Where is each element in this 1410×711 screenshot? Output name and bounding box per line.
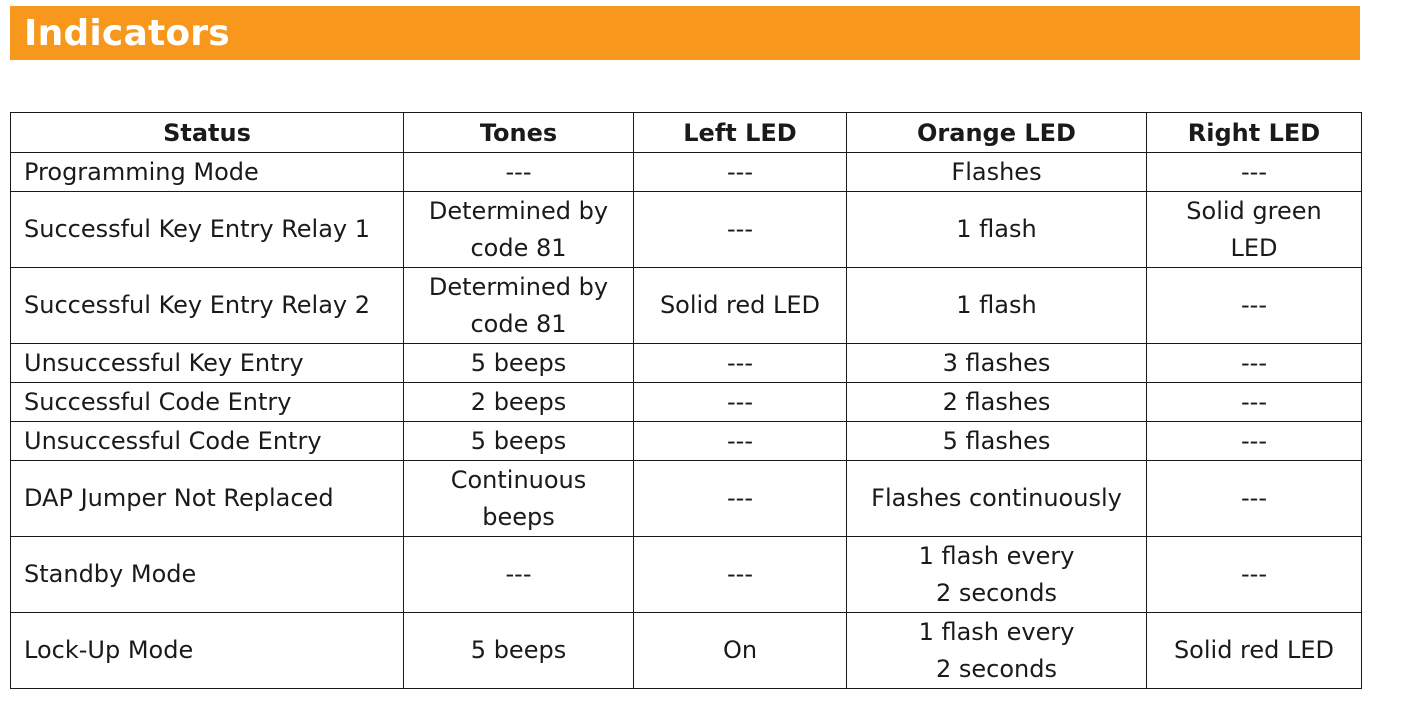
cell-line: On (722, 636, 758, 664)
table-row (11, 422, 1362, 461)
status-cell: Successful Key Entry Relay 2 (11, 268, 404, 344)
orange-led-cell (847, 461, 1147, 537)
tones-cell (404, 153, 634, 192)
tones-cell (404, 268, 634, 344)
cell-line: beeps (482, 502, 555, 531)
orange-led-cell (847, 422, 1147, 461)
orange-led-cell (847, 153, 1147, 192)
left-led-cell (634, 268, 847, 344)
cell-line: Flashes continuously (871, 484, 1122, 512)
right-led-cell (1147, 268, 1362, 344)
cell-line: --- (505, 157, 532, 186)
status-cell: DAP Jumper Not Replaced (11, 461, 404, 537)
table-header-row (11, 113, 1362, 153)
table-row (11, 192, 1362, 268)
status-cell: Lock-Up Mode (11, 613, 404, 689)
cell-line: LED (1230, 233, 1278, 262)
orange-led-cell (847, 344, 1147, 383)
cell-line: 5 beeps (470, 636, 567, 664)
table-row (11, 537, 1362, 613)
tones-cell (404, 383, 634, 422)
tones-cell (404, 461, 634, 537)
right-led-cell (1147, 344, 1362, 383)
cell-line: --- (1241, 291, 1267, 319)
orange-led-cell (847, 268, 1147, 344)
cell-line: Solid red LED (1173, 636, 1335, 664)
orange-led-cell (847, 192, 1147, 268)
cell-line: Continuous (450, 465, 587, 494)
cell-line: Solid green (1186, 196, 1322, 225)
cell-line: Determined by (428, 196, 609, 225)
column-header-left-led: Left LED (634, 113, 847, 153)
left-led-cell (634, 461, 847, 537)
cell-line: --- (1241, 387, 1267, 416)
left-led-cell (634, 537, 847, 613)
tones-cell (404, 344, 634, 383)
table-row (11, 383, 1362, 422)
right-led-cell (1147, 537, 1362, 613)
cell-line: Solid red LED (659, 291, 821, 319)
cell-line: 5 beeps (470, 348, 567, 377)
tones-cell (404, 613, 634, 689)
column-header-orange-led: Orange LED (847, 113, 1147, 153)
cell-line: --- (727, 484, 753, 512)
cell-line: 2 flashes (942, 387, 1051, 416)
status-cell: Standby Mode (11, 537, 404, 613)
cell-line: --- (1241, 157, 1267, 186)
cell-line: 5 flashes (942, 426, 1051, 455)
table-row (11, 613, 1362, 689)
column-header-right-led: Right LED (1147, 113, 1362, 153)
cell-line: 1 flash every (918, 541, 1075, 570)
cell-line: 5 beeps (470, 426, 567, 455)
left-led-cell (634, 613, 847, 689)
cell-line: --- (727, 215, 753, 243)
cell-line: 1 flash every (918, 617, 1075, 646)
left-led-cell (634, 153, 847, 192)
orange-led-cell (847, 383, 1147, 422)
table-row (11, 344, 1362, 383)
cell-line: --- (1241, 348, 1267, 377)
left-led-cell (634, 422, 847, 461)
right-led-cell (1147, 613, 1362, 689)
indicators-table (10, 112, 1362, 689)
cell-line: --- (505, 560, 532, 588)
right-led-cell (1147, 461, 1362, 537)
cell-line: --- (1241, 484, 1267, 512)
cell-line: --- (1241, 560, 1267, 588)
cell-line: Determined by (428, 272, 609, 301)
status-cell: Programming Mode (11, 153, 404, 192)
orange-led-cell (847, 537, 1147, 613)
column-header-status: Status (11, 113, 404, 153)
cell-line: code 81 (470, 309, 567, 338)
section-header-banner (10, 6, 1360, 60)
cell-line: --- (727, 348, 753, 377)
cell-line: --- (1241, 426, 1267, 455)
tones-cell (404, 422, 634, 461)
cell-line: code 81 (470, 233, 567, 262)
cell-line: 2 beeps (470, 387, 567, 416)
cell-line: --- (727, 426, 753, 455)
cell-line: --- (727, 560, 753, 588)
status-cell: Unsuccessful Key Entry (11, 344, 404, 383)
section-title: Indicators (24, 13, 230, 54)
cell-line: 2 seconds (936, 578, 1057, 607)
cell-line: Flashes (951, 157, 1042, 186)
right-led-cell (1147, 422, 1362, 461)
cell-line: --- (727, 157, 753, 186)
table-row (11, 268, 1362, 344)
cell-line: --- (727, 387, 753, 416)
left-led-cell (634, 344, 847, 383)
left-led-cell (634, 383, 847, 422)
right-led-cell (1147, 192, 1362, 268)
right-led-cell (1147, 153, 1362, 192)
cell-line: 3 flashes (942, 348, 1051, 377)
status-cell: Successful Code Entry (11, 383, 404, 422)
cell-line: 1 flash (956, 215, 1037, 243)
tones-cell (404, 537, 634, 613)
table-body (11, 153, 1362, 689)
left-led-cell (634, 192, 847, 268)
cell-line: 2 seconds (936, 654, 1057, 683)
orange-led-cell (847, 613, 1147, 689)
tones-cell (404, 192, 634, 268)
status-cell: Successful Key Entry Relay 1 (11, 192, 404, 268)
column-header-tones: Tones (404, 113, 634, 153)
cell-line: 1 flash (956, 291, 1037, 319)
table-row (11, 153, 1362, 192)
table-row (11, 461, 1362, 537)
status-cell: Unsuccessful Code Entry (11, 422, 404, 461)
right-led-cell (1147, 383, 1362, 422)
